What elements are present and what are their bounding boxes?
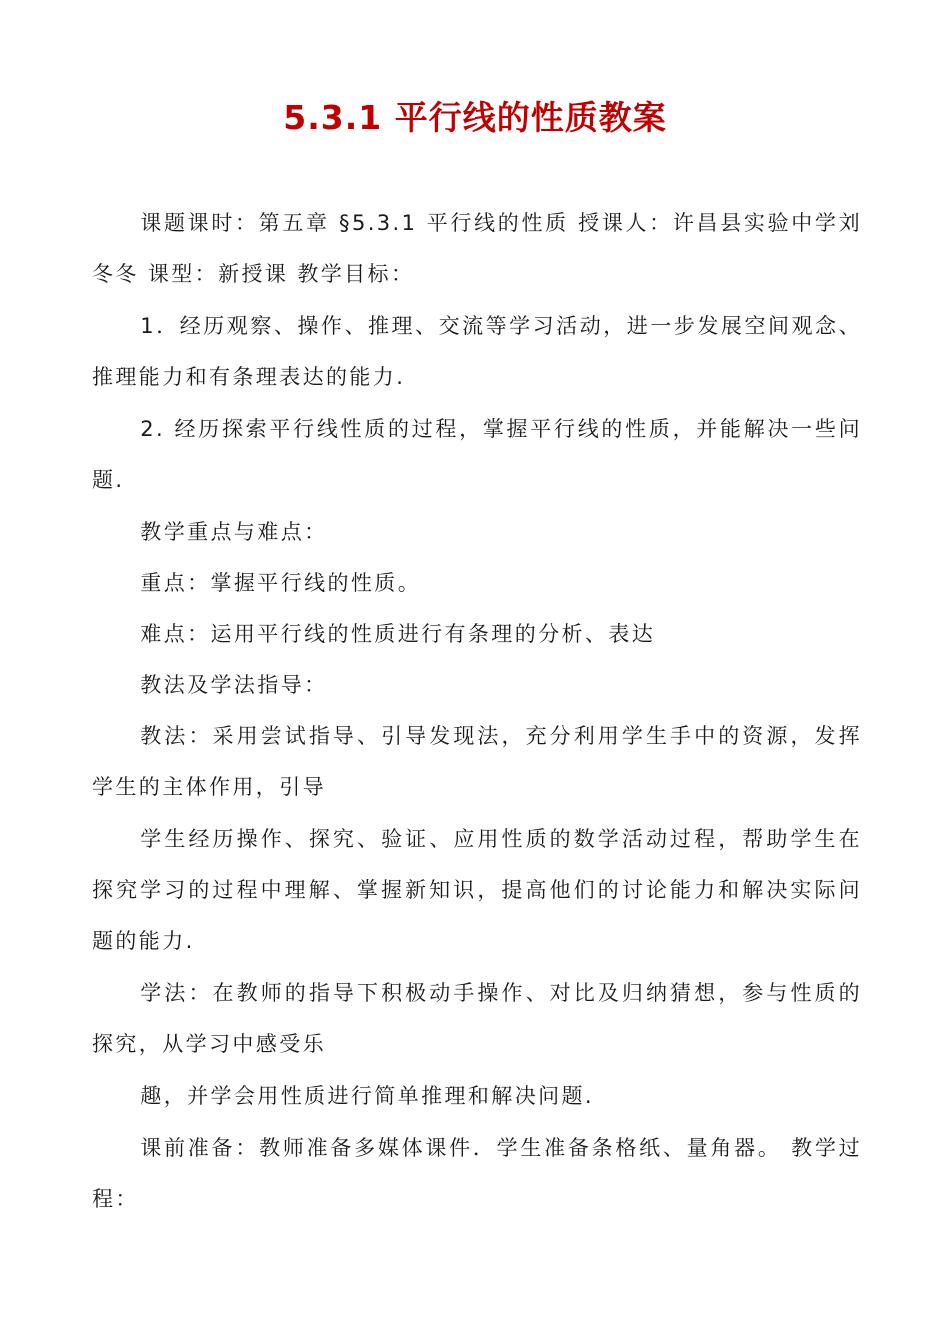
document-body <box>92 198 862 1226</box>
paragraph-teaching-method-continued: 学生经历操作、探究、验证、应用性质的数学活动过程，帮助学生在探究学习的过程中理解、掌握新知识，提高他们的讨论能力和解决实际问题的能力. <box>92 827 862 953</box>
page-title: 5.3.1 平行线的性质教案 <box>283 98 667 137</box>
paragraph-teaching-method: 教法：采用尝试指导、引导发现法，充分利用学生手中的资源，发挥学生的主体作用，引导 <box>92 724 862 799</box>
paragraph-learning-method: 学法：在教师的指导下积极动手操作、对比及归纳猜想，参与性质的探究，从学习中感受乐 <box>92 981 862 1056</box>
paragraph-key-point: 重点：掌握平行线的性质。 <box>140 571 422 595</box>
paragraph-objective-1: 1．经历观察、操作、推理、交流等学习活动，进一步发展空间观念、推理能力和有条理表达的能力. <box>92 314 862 389</box>
paragraph-preparation: 课前准备：教师准备多媒体课件．学生准备条格纸、量角器。 教学过程： <box>92 1136 862 1211</box>
paragraph-key-points-heading: 教学重点与难点： <box>140 520 328 544</box>
paragraph-methods-heading: 教法及学法指导： <box>140 673 328 697</box>
paragraph-objective-2: 2. 经历探索平行线性质的过程，掌握平行线的性质，并能解决一些问题. <box>92 417 862 492</box>
paragraph-course-info: 课题课时：第五章 §5.3.1 平行线的性质 授课人：许昌县实验中学刘冬冬 课型：新授课 教学目标： <box>92 211 862 286</box>
paragraph-difficult-point: 难点：运用平行线的性质进行有条理的分析、表达 <box>140 622 656 646</box>
paragraph-learning-method-continued: 趣，并学会用性质进行简单推理和解决问题. <box>140 1084 594 1108</box>
